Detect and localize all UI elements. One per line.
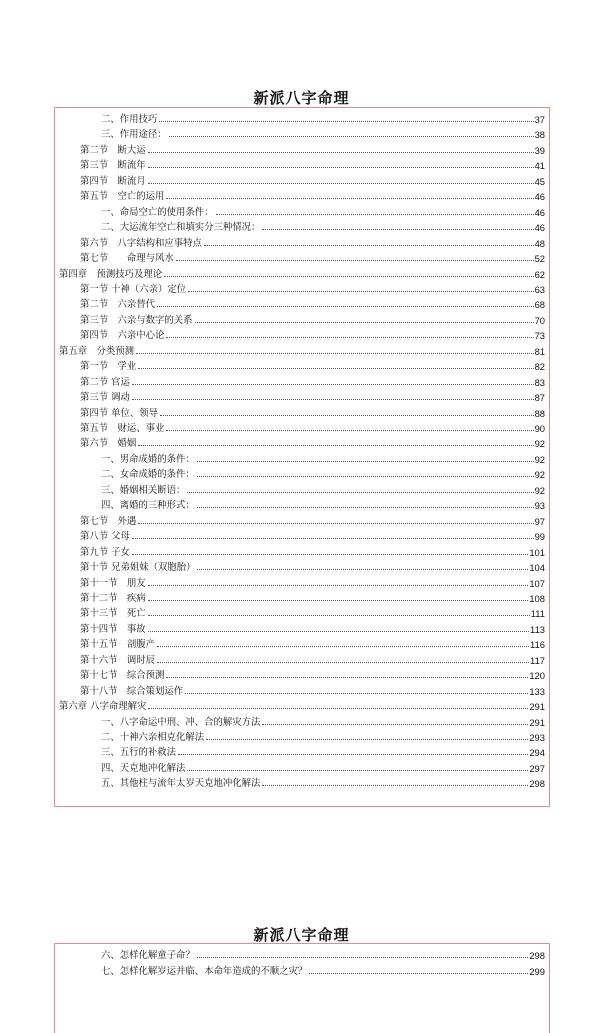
toc-entry-page: 297: [529, 762, 545, 774]
toc-entry-label: 第十八节 综合策划运作: [80, 685, 184, 697]
toc-entry-page: 41: [534, 160, 545, 172]
toc-entry-label: 四、离婚的三种形式：: [101, 500, 195, 512]
toc-entry-page: 111: [530, 608, 545, 620]
dot-leader: [132, 538, 534, 539]
dot-leader: [136, 353, 534, 354]
toc-entry-page: 92: [534, 469, 545, 481]
toc-entry-label: 一、命局空亡的使用条件：: [101, 206, 214, 218]
toc-entry-label: 三、作用途径：: [101, 129, 167, 141]
dot-leader: [148, 167, 534, 168]
toc-entry-label: 第十五节 剖腹产: [80, 639, 156, 651]
toc-entry[interactable]: [80, 312, 545, 326]
dot-leader: [157, 306, 534, 307]
toc-entry[interactable]: [59, 343, 545, 357]
toc-entry-label: 第五节 空亡的运用: [80, 191, 165, 203]
dot-leader: [197, 461, 534, 462]
toc-entry-label: 第七节 外遇: [80, 515, 137, 527]
dot-leader: [262, 229, 533, 230]
dot-leader: [197, 476, 534, 477]
toc-entry[interactable]: [80, 652, 545, 666]
toc-entry-page: 97: [534, 515, 545, 527]
dot-leader: [169, 136, 534, 137]
dot-leader: [148, 708, 528, 709]
dot-leader: [148, 615, 530, 616]
toc-entry[interactable]: [101, 451, 545, 465]
toc-entry-label: 第六章 八字命理解灾: [59, 701, 147, 713]
toc-entry-label: 第六节 八字结构和应事特点: [80, 237, 202, 249]
toc-entry-label: 第十六节 调时辰: [80, 654, 156, 666]
toc-entry-label: 二、大运流年空亡和填实分三种情况：: [101, 222, 261, 234]
toc-entry-page: 52: [534, 253, 545, 265]
toc-entry-page: 73: [534, 330, 545, 342]
toc-entry-page: 45: [534, 175, 545, 187]
toc-entry-label: 一、男命成婚的条件：: [101, 453, 195, 465]
toc-entry[interactable]: [80, 374, 545, 388]
toc-entry-page: 108: [529, 592, 545, 604]
toc-entry-page: 48: [534, 237, 545, 249]
toc-entry-label: 五、其他柱与流年太岁天克地冲化解法: [101, 778, 261, 790]
toc-entry-label: 六、怎样化解童子命？: [101, 950, 195, 961]
dot-leader: [166, 198, 533, 199]
toc-entry[interactable]: [80, 142, 545, 156]
toc-entry[interactable]: [59, 698, 545, 712]
toc-entry[interactable]: [101, 482, 545, 496]
toc-entry-label: 第四章 预测技巧及理论: [59, 268, 163, 280]
toc-entry-label: 二、女命成婚的条件：: [101, 469, 195, 481]
dot-leader: [132, 384, 534, 385]
toc-entry-page: 39: [534, 144, 545, 156]
dot-leader: [164, 276, 533, 277]
dot-leader: [188, 291, 533, 292]
toc-entry[interactable]: [80, 173, 545, 187]
dot-leader: [262, 785, 528, 786]
toc-entry-label: 第二节 官运: [80, 376, 130, 388]
toc-entry-page: 70: [534, 314, 545, 326]
toc-entry-page: 68: [534, 299, 545, 311]
toc-entry-page: 99: [534, 531, 545, 543]
toc-entry-page: 101: [529, 546, 545, 558]
toc-entry[interactable]: [101, 775, 545, 789]
toc-entry-label: 第七节 命理与风水: [80, 253, 174, 265]
toc-entry[interactable]: [101, 219, 545, 233]
toc-entry-label: 第十节 兄弟姐妹（双胞胎）: [80, 562, 196, 574]
toc-entry-page: 46: [534, 206, 545, 218]
toc-entry[interactable]: [80, 544, 545, 558]
dot-leader: [197, 569, 528, 570]
dot-leader: [185, 693, 528, 694]
toc-entry[interactable]: [80, 327, 545, 341]
dot-leader: [132, 399, 534, 400]
dot-leader: [206, 739, 528, 740]
toc-entry-label: 第十一节 朋友: [80, 577, 146, 589]
toc-entry-page: 116: [530, 639, 545, 651]
toc-entry[interactable]: [80, 621, 545, 635]
toc-entry[interactable]: [80, 296, 545, 310]
toc-entry[interactable]: [101, 466, 545, 480]
toc-entry[interactable]: [80, 188, 545, 202]
toc-entry-page: 113: [530, 623, 545, 635]
toc-entry[interactable]: [80, 281, 545, 295]
toc-entry-page: 46: [534, 191, 545, 203]
dot-leader: [166, 430, 533, 431]
toc-entry-page: 92: [534, 484, 545, 496]
toc-entry[interactable]: [80, 528, 545, 542]
toc-entry-label: 二、十神六亲相克化解法: [101, 732, 205, 743]
dot-leader: [166, 677, 528, 678]
dot-leader: [159, 121, 533, 122]
toc-entry[interactable]: [101, 204, 545, 218]
toc-entry-page: 83: [534, 376, 545, 388]
dot-leader: [132, 554, 528, 555]
toc-entry-page: 92: [534, 453, 545, 465]
dot-leader: [187, 492, 533, 493]
dot-leader: [187, 770, 528, 771]
toc-entry-page: 81: [534, 345, 545, 357]
dot-leader: [262, 724, 528, 725]
toc-entry-label: 第一节 学业: [80, 361, 137, 373]
toc-entry[interactable]: [101, 744, 545, 758]
toc-entry-page: 63: [534, 283, 545, 295]
toc-entry-label: 第十四节 事故: [80, 623, 146, 635]
toc-entry[interactable]: [80, 513, 545, 527]
page-title: 新派八字命理: [253, 89, 350, 107]
toc-entry[interactable]: [80, 435, 545, 449]
toc-entry-label: 第二节 六亲替代: [80, 299, 156, 311]
toc-entry-page: 87: [534, 392, 545, 404]
toc-entry[interactable]: [80, 389, 545, 403]
toc-entry[interactable]: [101, 963, 545, 977]
toc-entry-label: 第五节 财运、事业: [80, 423, 165, 434]
toc-entry-page: 133: [529, 685, 545, 697]
toc-entry[interactable]: [80, 250, 545, 264]
toc-entry-page: 46: [534, 222, 545, 234]
dot-leader: [197, 507, 534, 508]
dot-leader: [148, 183, 534, 184]
toc-entry-label: 第三节 六亲与数字的关系: [80, 314, 193, 326]
toc-entry-page: 104: [529, 562, 545, 574]
toc-entry[interactable]: [80, 559, 545, 573]
toc-entry-page: 294: [529, 747, 545, 759]
toc-entry[interactable]: [80, 590, 545, 604]
toc-entry[interactable]: [101, 126, 545, 140]
toc-entry[interactable]: [101, 111, 545, 125]
dot-leader: [138, 368, 533, 369]
page-title: 新派八字命理: [253, 926, 350, 944]
toc-entry-page: 88: [534, 407, 545, 419]
toc-entry-page: 107: [529, 577, 545, 589]
toc-entry[interactable]: [80, 636, 545, 650]
toc-entry-page: 120: [529, 670, 545, 682]
toc-entry-page: 298: [529, 778, 545, 790]
toc-entry-label: 二、作用技巧: [101, 114, 158, 125]
toc-entry-page: 92: [534, 438, 545, 450]
toc-entry-label: 第十三节 死亡: [80, 608, 146, 620]
dot-leader: [148, 152, 534, 153]
toc-entry[interactable]: [80, 405, 545, 419]
toc-entry[interactable]: [80, 235, 545, 249]
toc-entry-label: 第二节 断大运: [80, 144, 146, 156]
toc-frame: [54, 943, 550, 1033]
toc-entry[interactable]: [80, 358, 545, 372]
toc-entry[interactable]: [80, 157, 545, 171]
toc-entry-label: 三、五行的补救法: [101, 747, 177, 759]
toc-entry[interactable]: [80, 683, 545, 697]
toc-entry-page: 298: [529, 950, 545, 961]
dot-leader: [195, 322, 534, 323]
toc-entry[interactable]: [80, 575, 545, 589]
toc-entry-page: 90: [534, 423, 545, 434]
toc-entry-label: 一、八字命运中刑、冲、合的解灾方法: [101, 716, 261, 728]
dot-leader: [138, 523, 533, 524]
toc-entry-label: 第九节 子女: [80, 546, 130, 558]
dot-leader: [309, 973, 528, 974]
toc-entry-page: 37: [534, 114, 545, 125]
dot-leader: [157, 662, 529, 663]
dot-leader: [138, 445, 533, 446]
dot-leader: [160, 415, 534, 416]
toc-entry-label: 第三节 断流年: [80, 160, 146, 172]
toc-entry-label: 四、天克地冲化解法: [101, 762, 186, 774]
toc-entry[interactable]: [101, 947, 545, 961]
dot-leader: [148, 600, 529, 601]
toc-entry-page: 38: [534, 129, 545, 141]
dot-leader: [204, 245, 534, 246]
toc-entry-label: 第十二节 疾病: [80, 592, 146, 604]
toc-entry-label: 三、婚姻相关断语：: [101, 484, 186, 496]
dot-leader: [166, 337, 533, 338]
toc-entry-label: 第六节 婚姻: [80, 438, 137, 450]
toc-entry-label: 第四节 断流月: [80, 175, 146, 187]
toc-entry-page: 299: [529, 965, 545, 977]
toc-entry-label: 第十七节 综合预测: [80, 670, 165, 682]
toc-entry-page: 93: [534, 500, 545, 512]
toc-frame: [54, 107, 550, 807]
toc-entry-page: 117: [530, 654, 545, 666]
dot-leader: [176, 260, 534, 261]
toc-entry-page: 62: [534, 268, 545, 280]
toc-entry-page: 291: [529, 716, 545, 728]
toc-entry[interactable]: [80, 420, 545, 434]
toc-entry-label: 第八节 父母: [80, 531, 130, 543]
toc-entry[interactable]: [101, 729, 545, 743]
dot-leader: [157, 646, 529, 647]
toc-entry-label: 第一节 十神（六亲）定位: [80, 283, 187, 295]
dot-leader: [216, 214, 534, 215]
toc-entry-page: 293: [529, 732, 545, 743]
toc-entry[interactable]: [59, 266, 545, 280]
toc-entry[interactable]: [101, 497, 545, 511]
toc-entry-label: 第四节 六亲中心论: [80, 330, 165, 342]
dot-leader: [148, 585, 529, 586]
toc-entry-label: 七、怎样化解岁运并临、本命年造成的不顺之灾？: [101, 965, 308, 977]
toc-entry[interactable]: [80, 605, 545, 619]
dot-leader: [178, 754, 528, 755]
toc-entry[interactable]: [101, 714, 545, 728]
toc-entry-label: 第五章 分类预测: [59, 345, 135, 357]
toc-entry-label: 第三节 调动: [80, 392, 130, 404]
toc-entry-page: 82: [534, 361, 545, 373]
toc-entry[interactable]: [101, 760, 545, 774]
toc-entry[interactable]: [80, 667, 545, 681]
toc-entry-label: 第四节 单位、领导: [80, 407, 158, 419]
dot-leader: [197, 957, 529, 958]
dot-leader: [148, 631, 529, 632]
toc-entry-page: 291: [529, 701, 545, 713]
